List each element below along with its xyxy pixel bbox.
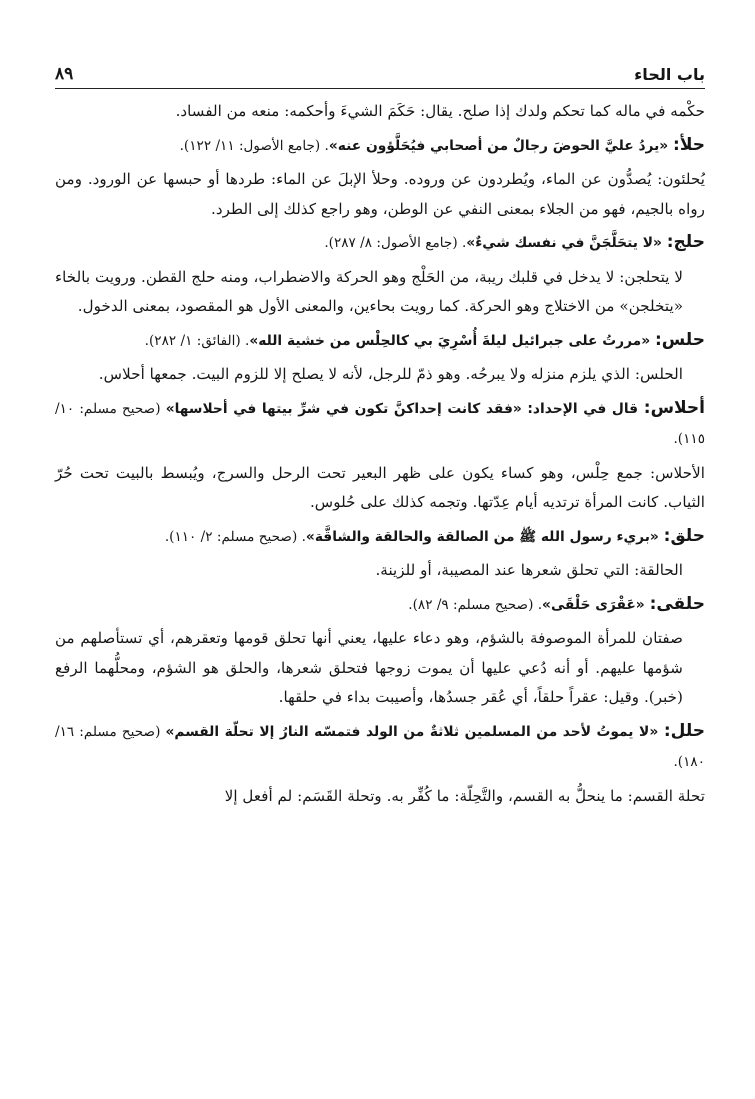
explanation-paragraph: الأحلاس: جمع حِلْس، وهو كساء يكون على ظهر البعير تحت الرحل والسرج، ويُبسط بالبيت تحت حُرّ الثياب. كانت المرأة ترتديه أيام عِدّتها. وتجمه كذلك على حُلوس. [55, 463, 705, 511]
hadith-entry [55, 228, 705, 259]
entry-keyword: حلقى: [649, 593, 705, 614]
hadith-quote: «لا يموتُ لأحد من المسلمين ثلاثةٌ من الولد فتمسّه النارُ إلا تحلّة القسم» [165, 723, 659, 740]
source-citation: . (صحيح مسلم: ٩/ ٨٢). [408, 596, 543, 613]
hadith-entry [55, 131, 705, 162]
hadith-quote: «يردُ عليَّ الحوضَ رجالٌ من أصحابي فيُحَلَّؤون عنه» [328, 137, 669, 154]
hadith-entry [55, 394, 705, 455]
source-citation: . (صحيح مسلم: ٢/ ١١٠). [164, 528, 306, 545]
hadith-entry [55, 717, 705, 778]
book-page [55, 50, 705, 815]
hadith-entry [55, 590, 705, 621]
entry-keyword: أحلاس: [643, 397, 706, 418]
explanation-paragraph: لا يتحلجن: لا يدخل في قلبك ريبة، من الحَلْج وهو الحركة والاضطراب، ومنه حلج القطن. ورويت بالخاء «يتخلجن» من الاختلاج وهو الحركة. كما رويت بحاءين، والمعنى الأول هو المقصود، بمعنى الدخول. [55, 267, 683, 315]
source-citation: (صحيح مسلم: ١٠/ ١١٥). [55, 400, 705, 447]
page-number: ٨٩ [55, 64, 74, 84]
hadith-quote: «لا يتحَلَّجَنَّ في نفسك شيءٌ» [466, 235, 662, 251]
hadith-entry [55, 522, 705, 553]
explanation-paragraph: صفتان للمرأة الموصوفة بالشؤم، وهو دعاء عليها، يعني أنها تحلق قومها وتعقرهم، أي تستأصلهم من شؤمها عليهم. أو أنه دُعي عليها أن يموت زوجها فتحلق شعرها، والحلق هو الشؤم، ومحلُّهما الرفع (خبر). وقيل: عقراً حلقاً، أي عُقر جسدُها، وأصيبت بداء في حلقها. [55, 629, 683, 706]
entry-keyword: حلأ: [673, 134, 705, 155]
explanation-paragraph: تحلة القسم: ما ينحلُّ به القسم، والتَّحِلّة: ما كُفِّر به. وتحلة القَسَم: لم أفعل إلا [224, 786, 705, 805]
source-citation: (صحيح مسلم: ١٦/ ١٨٠). [55, 723, 705, 770]
entry-keyword: حلل: [663, 720, 706, 741]
entry-keyword: حلج: [666, 232, 705, 252]
explanation-paragraph: حكْمه في ماله كما تحكم ولدك إذا صلح. يقال: حَكَمَ الشيءَ وأحكمه: منعه من الفساد. [175, 102, 705, 120]
explanation-paragraph: الحلس: الذي يلزم منزله ولا يبرحُه. وهو ذمّ للرجل، لأنه لا يصلح إلا للزوم البيت. جمعها أحلاس. [98, 365, 683, 383]
hadith-entry [55, 326, 705, 357]
page-header [55, 50, 705, 89]
source-citation: . (جامع الأصول: ١١/ ١٢٢). [179, 137, 329, 154]
chapter-title: باب الحاء [634, 65, 705, 84]
hadith-quote: «بريء رسول الله ﷺ من الصالقة والحالقة والشاقَّة» [305, 528, 659, 545]
hadith-quote: «عَقْرَى حَلْقَى» [542, 596, 645, 613]
entry-keyword: حلق: [663, 525, 705, 546]
source-citation: . (جامع الأصول: ٨/ ٢٨٧). [324, 235, 467, 251]
entry-keyword: حلس: [654, 329, 705, 350]
hadith-quote: «مررتُ على جبرائيل ليلةَ أُسْرِيَ بي كالحِلْس من خشية الله» [249, 332, 651, 349]
explanation-paragraph: الحالقة: التي تحلق شعرها عند المصيبة، أو للزينة. [375, 561, 683, 579]
page-body [55, 89, 705, 811]
explanation-paragraph: يُحلئون: يُصدُّون عن الماء، ويُطردون عن وروده. وحلأ الإبلَ عن الماء: طردها أو حبسها عن الورود. ومن رواه بالجيم، فهو من الجلاء بمعنى النفي عن الوطن، وهو راجع كذلك إلى الطرد. [55, 170, 705, 218]
hadith-quote: قال في الإحداد: «فقد كانت إحداكنَّ تكون في شرِّ بيتها في أحلاسها» [165, 400, 639, 417]
source-citation: . (الفائق: ١/ ٢٨٢). [144, 332, 250, 349]
